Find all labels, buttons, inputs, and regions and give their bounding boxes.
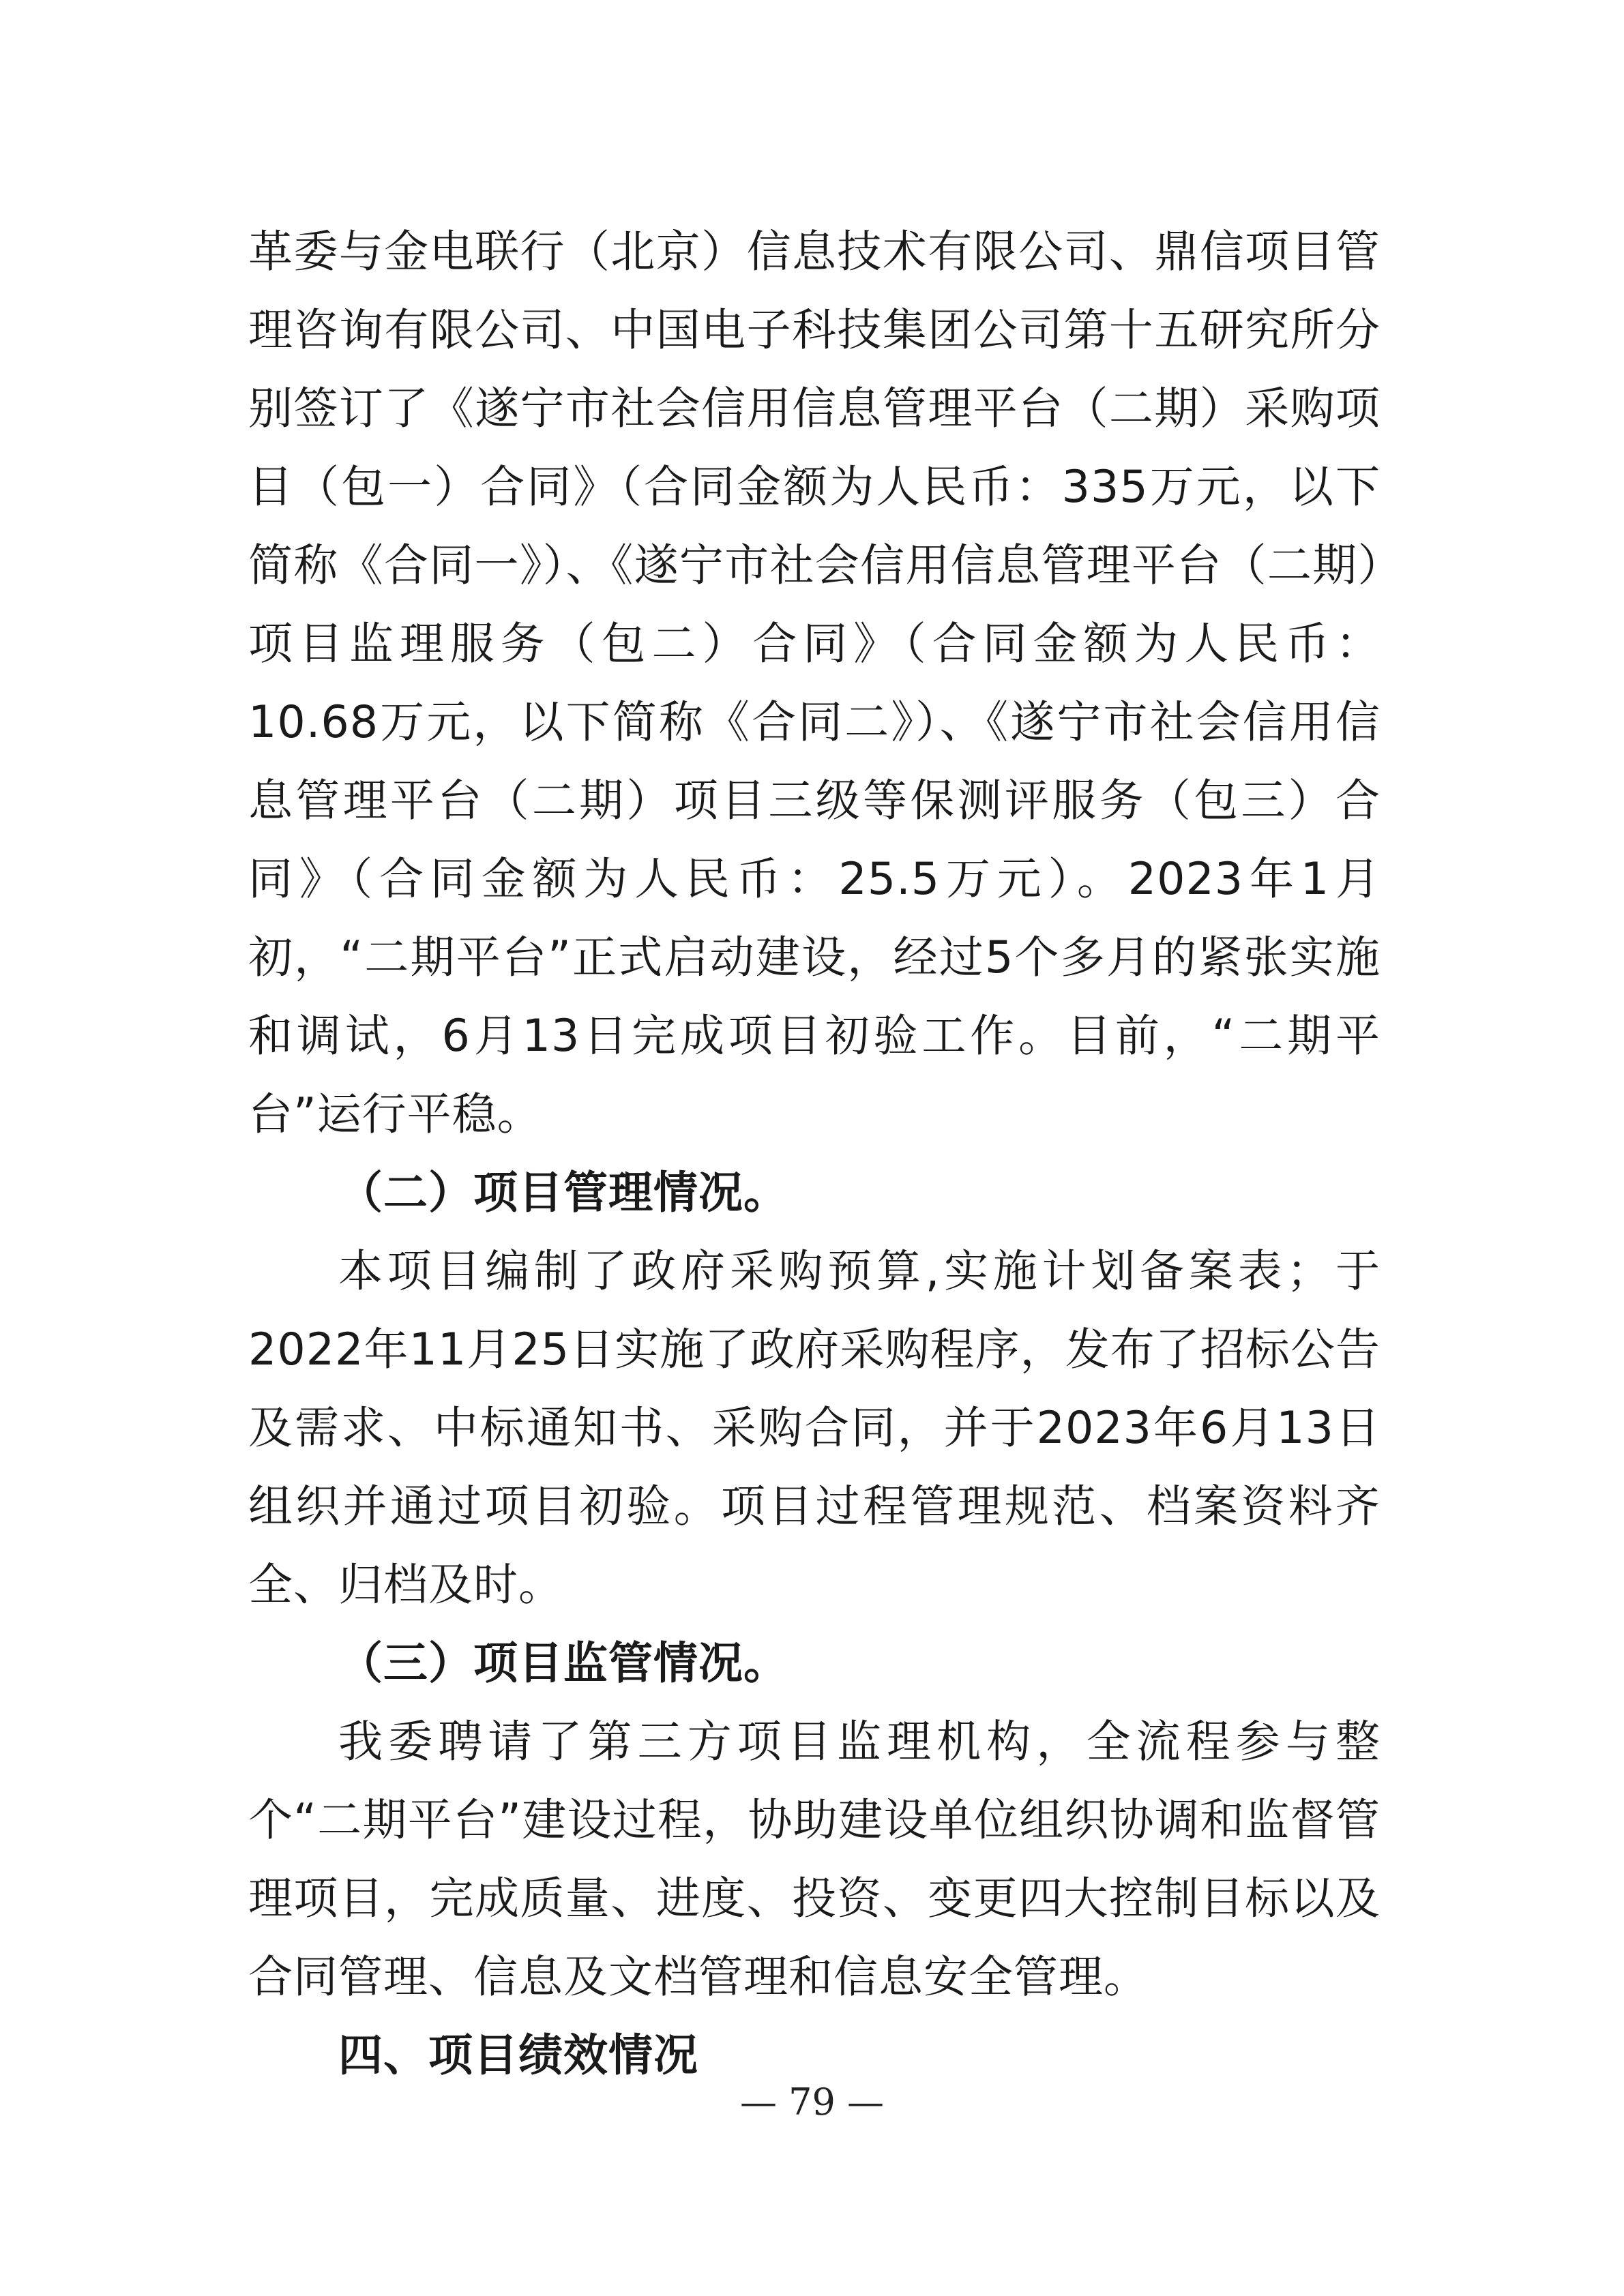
heading-project-management: （二）项目管理情况。 <box>338 1167 789 1219</box>
document-body <box>248 213 1381 2095</box>
section-heading-performance: 四、项目绩效情况 <box>338 2030 699 2081</box>
paragraph-project-management: 本项目编制了政府采购预算,实施计划备案表；于2022年11月25日实施了政府采购程序，发布了招标公告及需求、中标通知书、采购合同，并于2023年6月13日组织并通过项目初验。项目过程管理规范、档案资料齐全、归档及时。 <box>248 1246 1381 1611</box>
page-number: — 79 — <box>739 2081 885 2123</box>
paragraph-project-supervision: 我委聘请了第三方项目监理机构，全流程参与整个“二期平台”建设过程，协助建设单位组织协调和监督管理项目，完成质量、进度、投资、变更四大控制目标以及合同管理、信息及文档管理和信息安全管理。 <box>248 1716 1381 2003</box>
paragraph-contract-details: 革委与金电联行（北京）信息技术有限公司、鼎信项目管理咨询有限公司、中国电子科技集团公司第十五研究所分别签订了《遂宁市社会信用信息管理平台（二期）采购项目（包一）合同》（合同金额为人民币：335万元，以下简称《合同一》）、《遂宁市社会信用信息管理平台（二期）项目监理服务（包二）合同》（合同金额为人民币：10.68万元，以下简称《合同二》）、《遂宁市社会信用信息管理平台（二期）项目三级等保测评服务（包三）合同》（合同金额为人民币：25.5万元）。2023年1月初，“二期平台”正式启动建设，经过5个多月的紧张实施和调试，6月13日完成项目初验工作。目前，“二期平台”运行平稳。 <box>248 226 1381 1140</box>
heading-project-supervision: （三）项目监管情况。 <box>338 1638 789 1689</box>
